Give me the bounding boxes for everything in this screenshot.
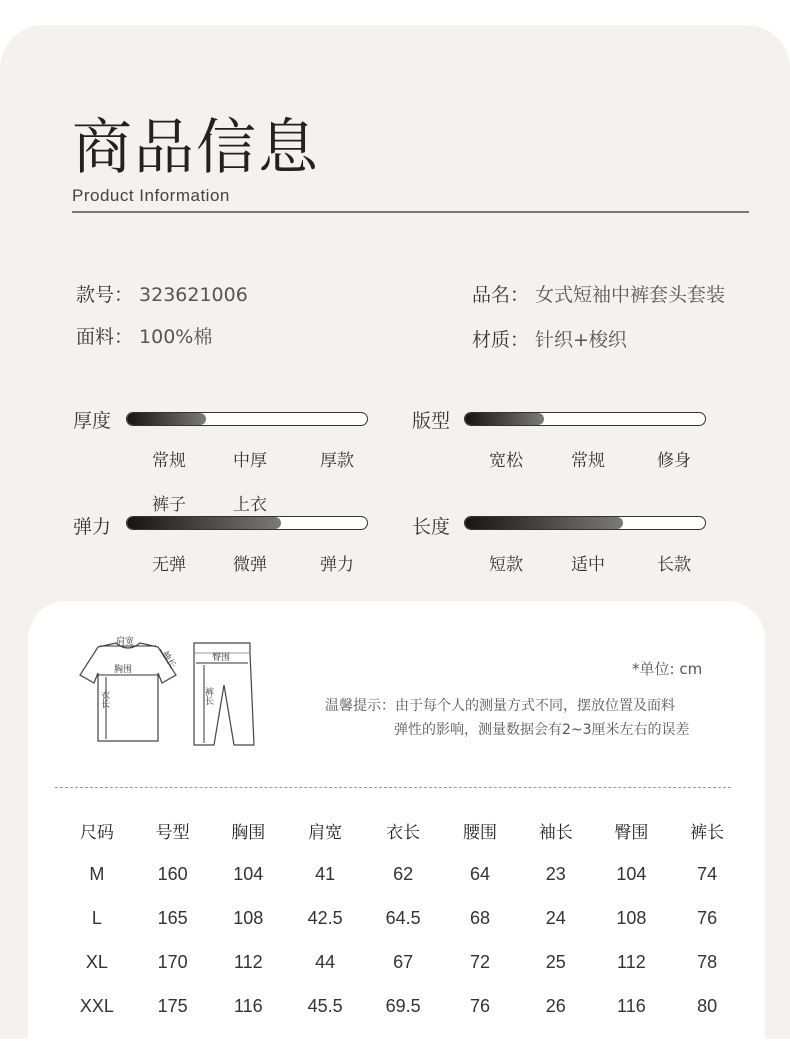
table-cell: 76 (470, 995, 491, 1016)
header-sleeve: 袖长 (538, 822, 573, 843)
item-number (76, 280, 248, 307)
table-cell: 165 (157, 907, 188, 928)
thickness-bar-fill (127, 413, 206, 425)
fit-option: 常规 (571, 451, 605, 471)
material (472, 325, 627, 352)
thickness-bar (126, 412, 368, 426)
size-table (59, 808, 745, 1028)
length-option: 适中 (571, 555, 605, 575)
product-name-label: 品名： (472, 284, 530, 306)
table-cell: 64.5 (385, 907, 421, 928)
table-cell: 23 (545, 863, 566, 884)
elasticity-marker-pants: 裤子 (152, 495, 186, 515)
table-cell: XXL (79, 995, 114, 1016)
length-bar-fill (465, 517, 623, 529)
header-hip: 臀围 (614, 822, 649, 843)
table-row (59, 940, 745, 984)
table-cell: 116 (233, 995, 263, 1016)
table-cell: 45.5 (307, 995, 343, 1016)
table-cell: 68 (470, 907, 491, 928)
fit-option: 宽松 (489, 451, 523, 471)
table-cell: 175 (157, 995, 188, 1016)
header-fit-code: 号型 (155, 822, 190, 843)
length-label: 长度 (412, 516, 451, 538)
fabric-value: 100%棉 (139, 326, 213, 348)
header-shoulder: 肩宽 (308, 822, 343, 843)
table-cell: 74 (697, 863, 718, 884)
table-cell: 160 (157, 863, 188, 884)
fit-bar (464, 412, 706, 426)
table-cell: 116 (617, 995, 646, 1016)
length-option: 长款 (657, 555, 691, 575)
table-cell: 108 (616, 907, 647, 928)
tshirt-diagram (78, 635, 178, 747)
size-table-header (59, 808, 745, 852)
table-cell: XL (85, 951, 108, 972)
header-chest: 胸围 (231, 822, 266, 843)
table-cell: 67 (393, 951, 414, 972)
fit-option: 修身 (657, 451, 691, 471)
table-cell: 78 (697, 951, 718, 972)
table-cell: 112 (617, 951, 646, 972)
elasticity-option: 无弹 (152, 555, 186, 575)
fabric-label: 面料： (76, 326, 134, 348)
diagram-sleeve-label: 袖长 (159, 649, 178, 671)
header-top-length: 衣长 (386, 822, 421, 843)
table-cell: 44 (315, 951, 336, 972)
thickness-option: 厚款 (320, 451, 354, 471)
diagram-shoulder-label: 肩宽 (116, 637, 135, 647)
table-row (59, 896, 745, 940)
dashed-divider (55, 787, 731, 788)
table-cell: 170 (157, 951, 188, 972)
item-number-value: 323621006 (139, 284, 248, 306)
table-cell: 108 (233, 907, 264, 928)
table-row (59, 852, 745, 896)
elasticity-option: 微弹 (233, 555, 267, 575)
table-cell: 64 (470, 863, 491, 884)
elasticity-option: 弹力 (320, 555, 354, 575)
elasticity-bar-fill (127, 517, 281, 529)
diagram-top-length-label: 衣长 (99, 690, 109, 708)
table-cell: 112 (233, 951, 263, 972)
thickness-option: 常规 (152, 451, 186, 471)
table-cell: 24 (545, 907, 566, 928)
page-title: 商品信息 (72, 113, 320, 183)
elasticity-bar (126, 516, 368, 530)
length-bar (464, 516, 706, 530)
table-cell: 72 (470, 951, 491, 972)
table-row (59, 984, 745, 1028)
table-cell: L (91, 907, 102, 928)
fabric (76, 322, 212, 349)
thickness-label: 厚度 (73, 410, 112, 432)
table-cell: 41 (315, 863, 336, 884)
elasticity-marker-top: 上衣 (233, 495, 267, 515)
table-cell: 62 (393, 863, 414, 884)
table-cell: 104 (233, 863, 264, 884)
tip-line-2: 弹性的影响，测量数据会有2~3厘米左右的误差 (394, 722, 690, 738)
header-waist: 腰围 (463, 822, 498, 843)
header-size: 尺码 (79, 822, 114, 843)
unit-note: *单位: cm (632, 660, 703, 678)
item-number-label: 款号： (76, 284, 134, 306)
pants-diagram (188, 641, 258, 749)
page-subtitle: Product Information (72, 186, 230, 205)
length-option: 短款 (489, 555, 523, 575)
table-cell: 76 (697, 907, 718, 928)
thickness-option: 中厚 (233, 451, 267, 471)
diagram-chest-label: 胸围 (114, 665, 133, 675)
table-cell: 42.5 (307, 907, 343, 928)
fit-bar-fill (465, 413, 544, 425)
material-value: 针织+梭织 (535, 329, 627, 351)
diagram-hip-label: 臀围 (212, 653, 231, 663)
header-pants-length: 裤长 (690, 822, 725, 843)
material-label: 材质： (472, 329, 530, 351)
table-cell: 80 (697, 995, 718, 1016)
product-name (472, 280, 725, 307)
fit-label: 版型 (412, 410, 451, 432)
table-cell: 69.5 (385, 995, 421, 1016)
table-cell: 26 (545, 995, 566, 1016)
diagram-pants-length-label: 裤长 (203, 687, 213, 705)
title-divider (72, 211, 749, 213)
table-cell: 104 (616, 863, 647, 884)
elasticity-label: 弹力 (73, 516, 112, 538)
table-cell: 25 (545, 951, 566, 972)
product-name-value: 女式短袖中裤套头套装 (535, 284, 726, 306)
tip-line-1: 温馨提示：由于每个人的测量方式不同，摆放位置及面料 (325, 698, 675, 714)
table-cell: M (89, 863, 105, 884)
